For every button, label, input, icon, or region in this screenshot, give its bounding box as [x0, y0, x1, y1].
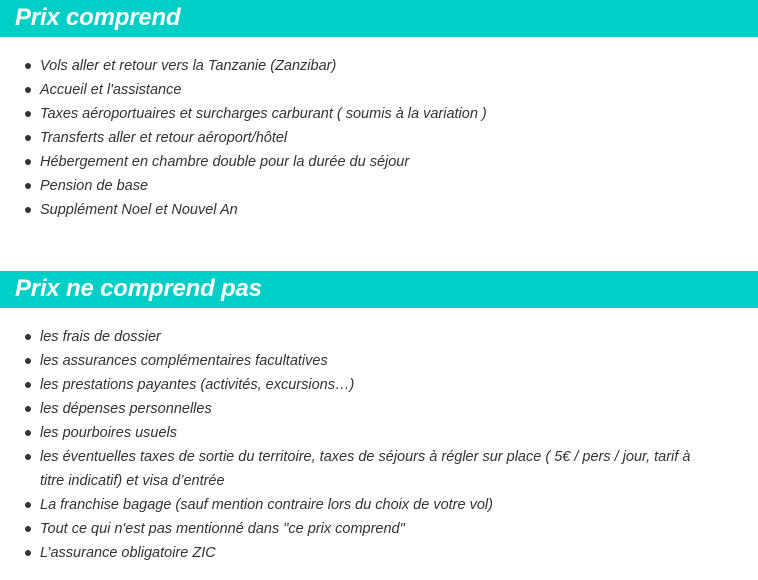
section-header-not-included: [0, 271, 758, 308]
bullet-icon: [25, 63, 31, 69]
bullet-icon: [25, 207, 31, 213]
list-item: [0, 421, 758, 445]
bullet-icon: [25, 111, 31, 117]
bullet-icon: [25, 135, 31, 141]
section-not-included: [0, 271, 758, 561]
list-item-text: Accueil et l'assistance: [40, 82, 182, 98]
list-item: [0, 517, 758, 541]
list-item: [0, 198, 758, 222]
list-item: [0, 150, 758, 174]
list-item: [0, 174, 758, 198]
list-item-text: La franchise bagage (sauf mention contraire lors du choix de votre vol): [40, 497, 493, 513]
list-item-text: Vols aller et retour vers la Tanzanie (Zanzibar): [40, 58, 337, 74]
list-item-text: les éventuelles taxes de sortie du territoire, taxes de séjours à régler sur place ( 5€ / pers / jour, tarif à titre indicatif) et visa d’entrée: [40, 449, 691, 489]
list-item-text: les prestations payantes (activités, excursions…): [40, 377, 355, 393]
list-item: [0, 325, 758, 349]
list-item: [0, 373, 758, 397]
list-item: [0, 541, 758, 565]
list-item-text: Taxes aéroportuaires et surcharges carburant ( soumis à la variation ): [40, 106, 487, 122]
section-included: [0, 0, 758, 218]
bullet-icon: [25, 358, 31, 364]
bullet-icon: [25, 159, 31, 165]
bullet-icon: [25, 502, 31, 508]
list-item-text: les frais de dossier: [40, 329, 161, 345]
list-item-text: Pension de base: [40, 178, 149, 194]
list-item-text: Tout ce qui n'est pas mentionné dans "ce prix comprend": [40, 521, 405, 537]
bullet-icon: [25, 87, 31, 93]
section-title: Prix ne comprend pas: [15, 274, 262, 302]
list-item: [0, 349, 758, 373]
list-item: [0, 78, 758, 102]
bullet-icon: [25, 454, 31, 460]
included-list: [0, 54, 758, 222]
list-item: [0, 54, 758, 78]
bullet-icon: [25, 430, 31, 436]
list-item: [0, 397, 758, 421]
list-item-text: L’assurance obligatoire ZIC: [40, 545, 216, 561]
list-item-text: les pourboires usuels: [40, 425, 178, 441]
section-title: Prix comprend: [15, 3, 181, 31]
bullet-icon: [25, 183, 31, 189]
list-item: [0, 445, 758, 493]
section-header-included: [0, 0, 758, 37]
bullet-icon: [25, 526, 31, 532]
not-included-list: [0, 325, 758, 565]
bullet-icon: [25, 406, 31, 412]
bullet-icon: [25, 550, 31, 556]
list-item-text: Hébergement en chambre double pour la durée du séjour: [40, 154, 410, 170]
list-item-text: les assurances complémentaires facultatives: [40, 353, 328, 369]
list-item: [0, 126, 758, 150]
list-item-text: Transferts aller et retour aéroport/hôtel: [40, 130, 288, 146]
list-item: [0, 493, 758, 517]
bullet-icon: [25, 334, 31, 340]
list-item-text: les dépenses personnelles: [40, 401, 212, 417]
list-item: [0, 102, 758, 126]
bullet-icon: [25, 382, 31, 388]
list-item-text: Supplément Noel et Nouvel An: [40, 202, 238, 218]
